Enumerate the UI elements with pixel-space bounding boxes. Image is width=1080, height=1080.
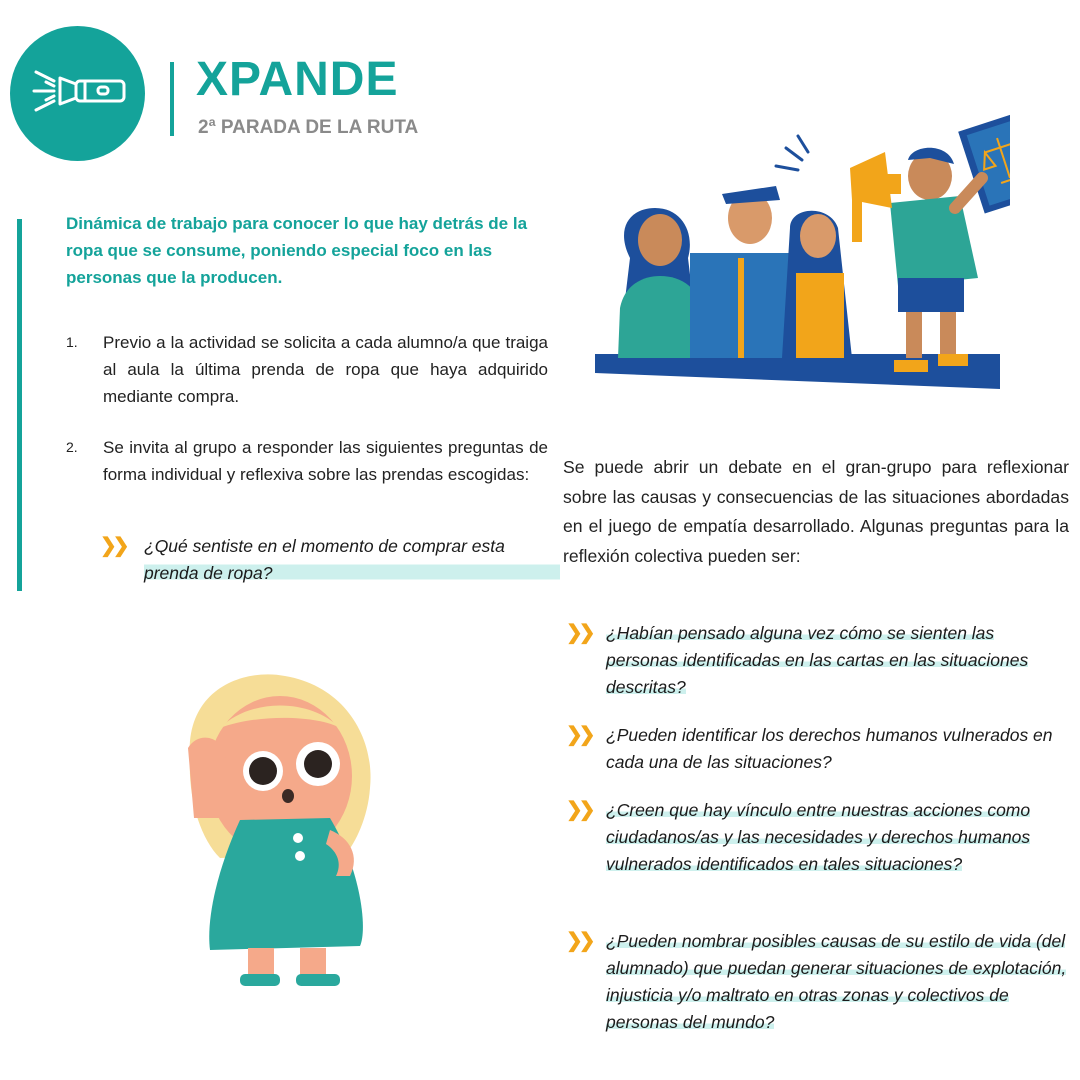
intro-text: Dinámica de trabajo para conocer lo que hay detrás de la ropa que se consume, poniendo especial foco en las personas que la producen. [66, 214, 528, 287]
step-text: Se invita al grupo a responder las siguientes preguntas de forma individual y reflexiva sobre las prendas escogidas: [103, 438, 548, 484]
step-number: 2. [66, 439, 78, 455]
header-divider [170, 62, 174, 136]
debate-paragraph: Se puede abrir un debate en el gran-grupo para reflexionar sobre las causas y consecuencias de las situaciones abordadas en el juego de empatía desarrollado. Algunas preguntas para la reflexión colectiva pueden ser: [563, 457, 1069, 566]
reflection-question-3 [566, 797, 1070, 878]
double-chevron-icon: ❯❯ [566, 724, 592, 746]
reflection-question-4 [566, 928, 1070, 1036]
page-title: XPANDE [196, 53, 399, 106]
question-text: ¿Creen que hay vínculo entre nuestras acciones como ciudadanos/as y las necesidades y derechos humanos vulnerados identificados en tales situaciones? [606, 800, 1031, 874]
left-question-item [100, 533, 560, 587]
thinking-girl-illustration [160, 668, 390, 993]
question-text: ¿Pueden identificar los derechos humanos vulnerados en cada una de las situaciones? [606, 725, 1053, 772]
step-number: 1. [66, 334, 78, 350]
left-accent-bar [17, 219, 22, 591]
reflection-question-2 [566, 722, 1070, 776]
protest-group-illustration [590, 108, 1010, 393]
double-chevron-icon: ❯❯ [100, 535, 126, 557]
reflection-question-1 [566, 620, 1070, 701]
question-text: ¿Pueden nombrar posibles causas de su estilo de vida (del alumnado) que puedan generar situaciones de explotación, injusticia y/o maltrato en otras zonas y colectivos de personas del mundo? [606, 931, 1067, 1032]
page-subtitle: 2ª PARADA DE LA RUTA [198, 117, 419, 138]
logo-badge [10, 26, 145, 161]
double-chevron-icon: ❯❯ [566, 799, 592, 821]
question-text: ¿Habían pensado alguna vez cómo se sienten las personas identificadas en las cartas en las situaciones descritas? [606, 623, 1029, 697]
step-1 [66, 329, 548, 410]
double-chevron-icon: ❯❯ [566, 622, 592, 644]
flashlight-icon [10, 26, 145, 161]
double-chevron-icon: ❯❯ [566, 930, 592, 952]
question-text: ¿Qué sentiste en el momento de comprar esta prenda de ropa? [144, 533, 560, 587]
step-text: Previo a la actividad se solicita a cada alumno/a que traiga al aula la última prenda de ropa que haya adquirido mediante compra. [103, 333, 548, 406]
step-2 [66, 434, 548, 488]
